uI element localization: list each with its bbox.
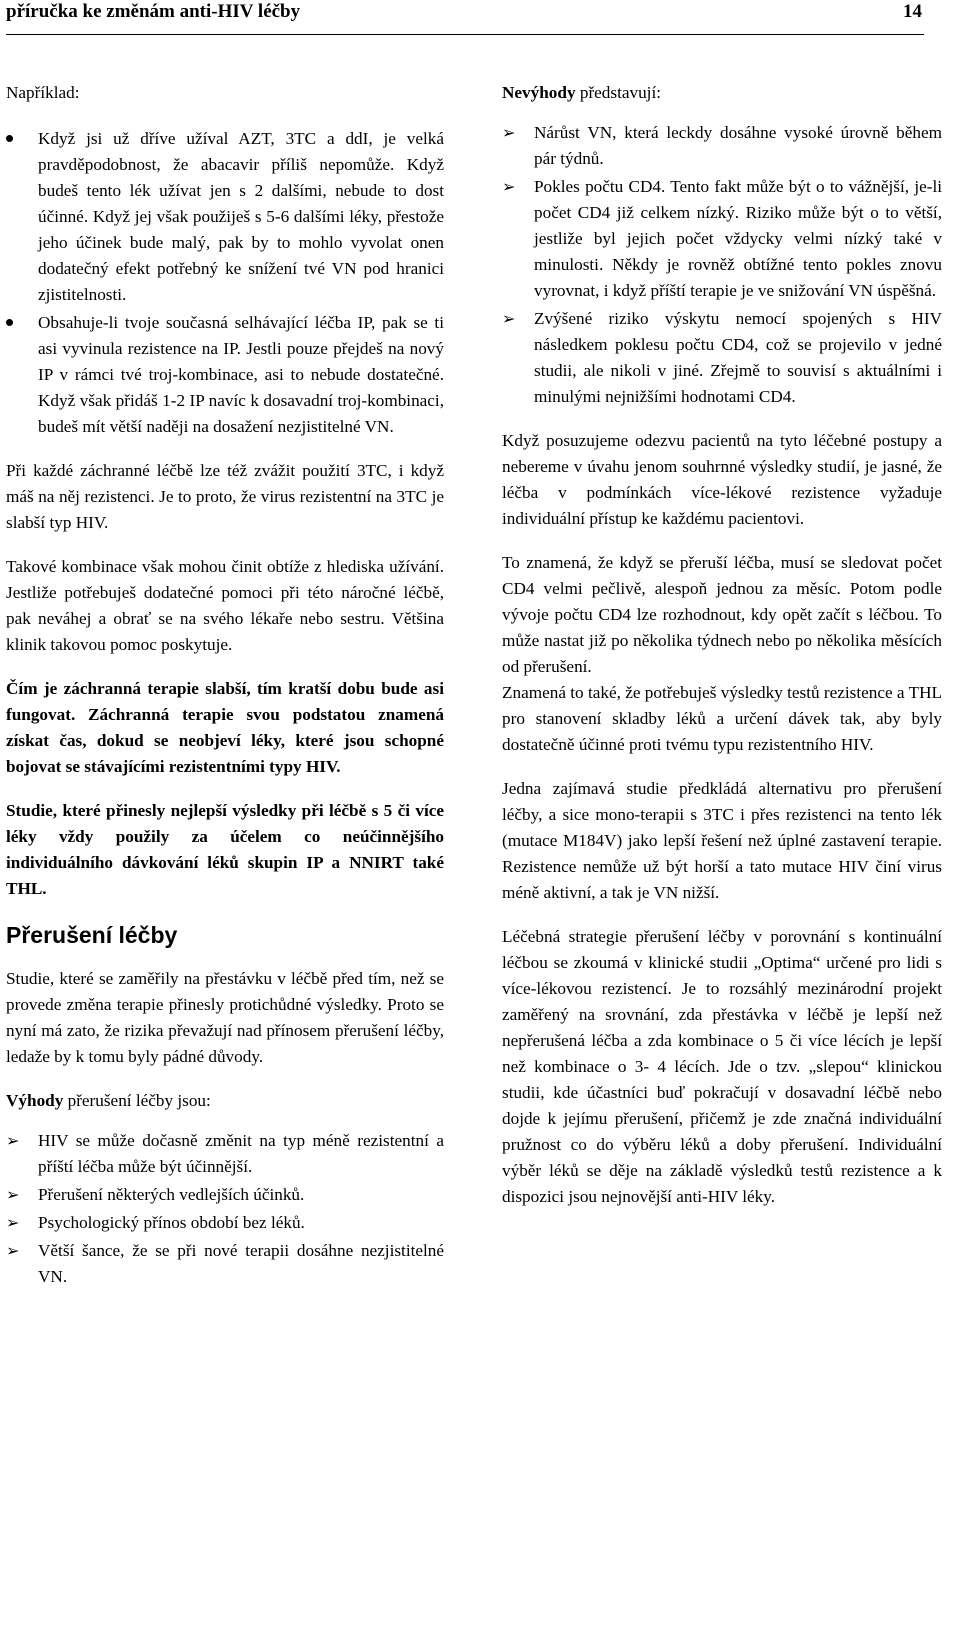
paragraph: Jedna zajímavá studie předkládá alternativu pro přerušení léčby, a sice mono-terapii s 3TC i přes rezistenci na tento lék (mutace M184V) jako lepší řešení než úplné zastavení terapie. Rezistence nemůže už být horší a tato mutace HIV činí virus méně aktivní, a tak je VN nižší. [502,779,942,902]
paragraph: Takové kombinace však mohou činit obtíže z hlediska užívání. Jestliže potřebuješ dodatečné pomoci při této náročné léčbě, pak neváhej a obrať se na svého lékaře nebo sestru. Většina klinik takovou pomoc poskytuje. [6,557,444,654]
paragraph: Studie, které se zaměřily na přestávku v léčbě před tím, než se provede změna terapie přinesly protichůdné výsledky. Proto se nyní má zato, že rizika převažují nad přínosem přerušení léčby, ledaže by k tomu byly pádné důvody. [6,969,444,1066]
disadvantages-intro [502,80,942,106]
disadvantages-label: Nevýhody [502,83,576,102]
bold-paragraph: Studie, které přinesly nejlepší výsledky při léčbě s 5 či více léky vždy použily za účelem co neúčinnějšího individuálního dávkování léků skupin IP a NNIRT také THL. [6,801,444,898]
arrow-list-item: ➢ Pokles počtu CD4. Tento fakt může být o to vážnější, je-li počet CD4 již celkem nízký. Riziko může být o to větší, jestliže byl jejich počet vždycky velmi nízký také v minulosti. Někdy je rovněž obtížné tento pokles znovu vyrovnat, i když příští terapie je ve snižování VN úspěšná. [502,174,942,304]
right-column [502,80,942,1228]
arrow-list-item: ➢ Přerušení některých vedlejších účinků. [6,1182,444,1208]
paragraph: Při každé záchranné léčbě lze též zvážit použití 3TC, i když máš na něj rezistenci. Je to proto, že virus rezistentní na 3TC je slabší typ HIV. [6,461,444,532]
paragraph: Léčebná strategie přerušení léčby v porovnání s kontinuální léčbou se zkoumá v klinické studii „Optima“ určené pro lidi s více-lékovou rezistencí. Je to rozsáhlý mezinárodní projekt zaměřený na srovnání, zda přestávka v léčbě je lepší než nepřerušená léčba a zda kombinace o 5 či více lécích je lepší než kombinace o 3- 4 lécích. Jde o tzv. „slepou“ klinickou studii, kde účastníci buď pokračují v dosavadní léčbě nebo dojde k jejímu přerušení, přičemž je zde značná individuální pružnost co do výběru léků a doby přerušení. Individuální výběr léků se děje na základě výsledků testů rezistence a k dispozici jsou nejnovější anti-HIV léky. [502,927,942,1206]
bullet-item: Obsahuje-li tvoje současná selhávající léčba IP, pak se ti asi vyvinula rezistence na IP. Jestli pouze přejdeš na nový IP v rámci tvé troj-kombinace, asi to nebude dostatečné. Když však přidáš 1-2 IP navíc k dosavadní troj-kombinaci, budeš mít větší naději na dosažení nezjistitelné VN. [6,310,444,440]
left-column [6,80,444,1308]
arrow-list-item: ➢ Nárůst VN, která leckdy dosáhne vysoké úrovně během pár týdnů. [502,120,942,172]
arrow-list-item: ➢ Psychologický přínos období bez léků. [6,1210,444,1236]
page-number: 14 [903,1,922,22]
advantages-intro [6,1088,444,1114]
paragraph: To znamená, že když se přeruší léčba, musí se sledovat počet CD4 velmi pečlivě, alespoň jednou za měsíc. Potom podle vývoje počtu CD4 lze rozhodnout, kdy opět začít s léčbou. To může nastat již po několika týdnech nebo po několika měsících od přerušení. [502,553,942,676]
example-label: Například: [6,83,80,102]
bold-paragraph: Čím je záchranná terapie slabší, tím kratší dobu bude asi fungovat. Záchranná terapie svou podstatou znamená získat čas, dokud se neobjeví léky, které jsou schopné bojovat se stávajícími rezistentními typy HIV. [6,679,444,776]
example-bullet-list [6,126,444,440]
advantages-list [6,1128,444,1290]
arrow-list-item: ➢ HIV se může dočasně změnit na typ méně rezistentní a příští léčba může být účinnější. [6,1128,444,1180]
bullet-item: Když jsi už dříve užíval AZT, 3TC a ddI, je velká pravděpodobnost, že abacavir příliš nepomůže. Když budeš tento lék užívat jen s 2 dalšími, nebude to dost účinné. Když jej však použiješ s 5-6 dalšími léky, přestože jeho účinek bude malý, pak by to mohlo vyvolat onen dodatečný efekt potřebný ke snížení tvé VN pod hranici zjistitelnosti. [6,126,444,308]
page-header [6,0,924,35]
advantages-intro-text: přerušení léčby jsou: [63,1091,211,1110]
arrow-list-item: ➢ Zvýšené riziko výskytu nemocí spojených s HIV následkem poklesu počtu CD4, což se projevilo v jedné studii, ale nikoli v jiné. Zřejmě to souvisí s aktuálními i minulými nejnižšími hodnotami CD4. [502,306,942,410]
advantages-label: Výhody [6,1091,64,1110]
disadvantages-list [502,120,942,410]
paragraph: Když posuzujeme odezvu pacientů na tyto léčebné postupy a nebereme v úvahu jenom souhrnné výsledky studií, je jasné, že léčba v podmínkách více-lékové rezistence vyžaduje individuální přístup ke každému pacientovi. [502,431,942,528]
section-heading: Přerušení léčby [6,922,178,948]
disadvantages-intro-text: představují: [575,83,661,102]
arrow-list-item: ➢ Větší šance, že se při nové terapii dosáhne nezjistitelné VN. [6,1238,444,1290]
document-title: příručka ke změnám anti-HIV léčby [6,1,301,22]
paragraph: Znamená to také, že potřebuješ výsledky testů rezistence a THL pro stanovení skladby léků a určení dávek tak, aby byly dostatečně účinné proti tvému typu rezistentního HIV. [502,683,942,754]
